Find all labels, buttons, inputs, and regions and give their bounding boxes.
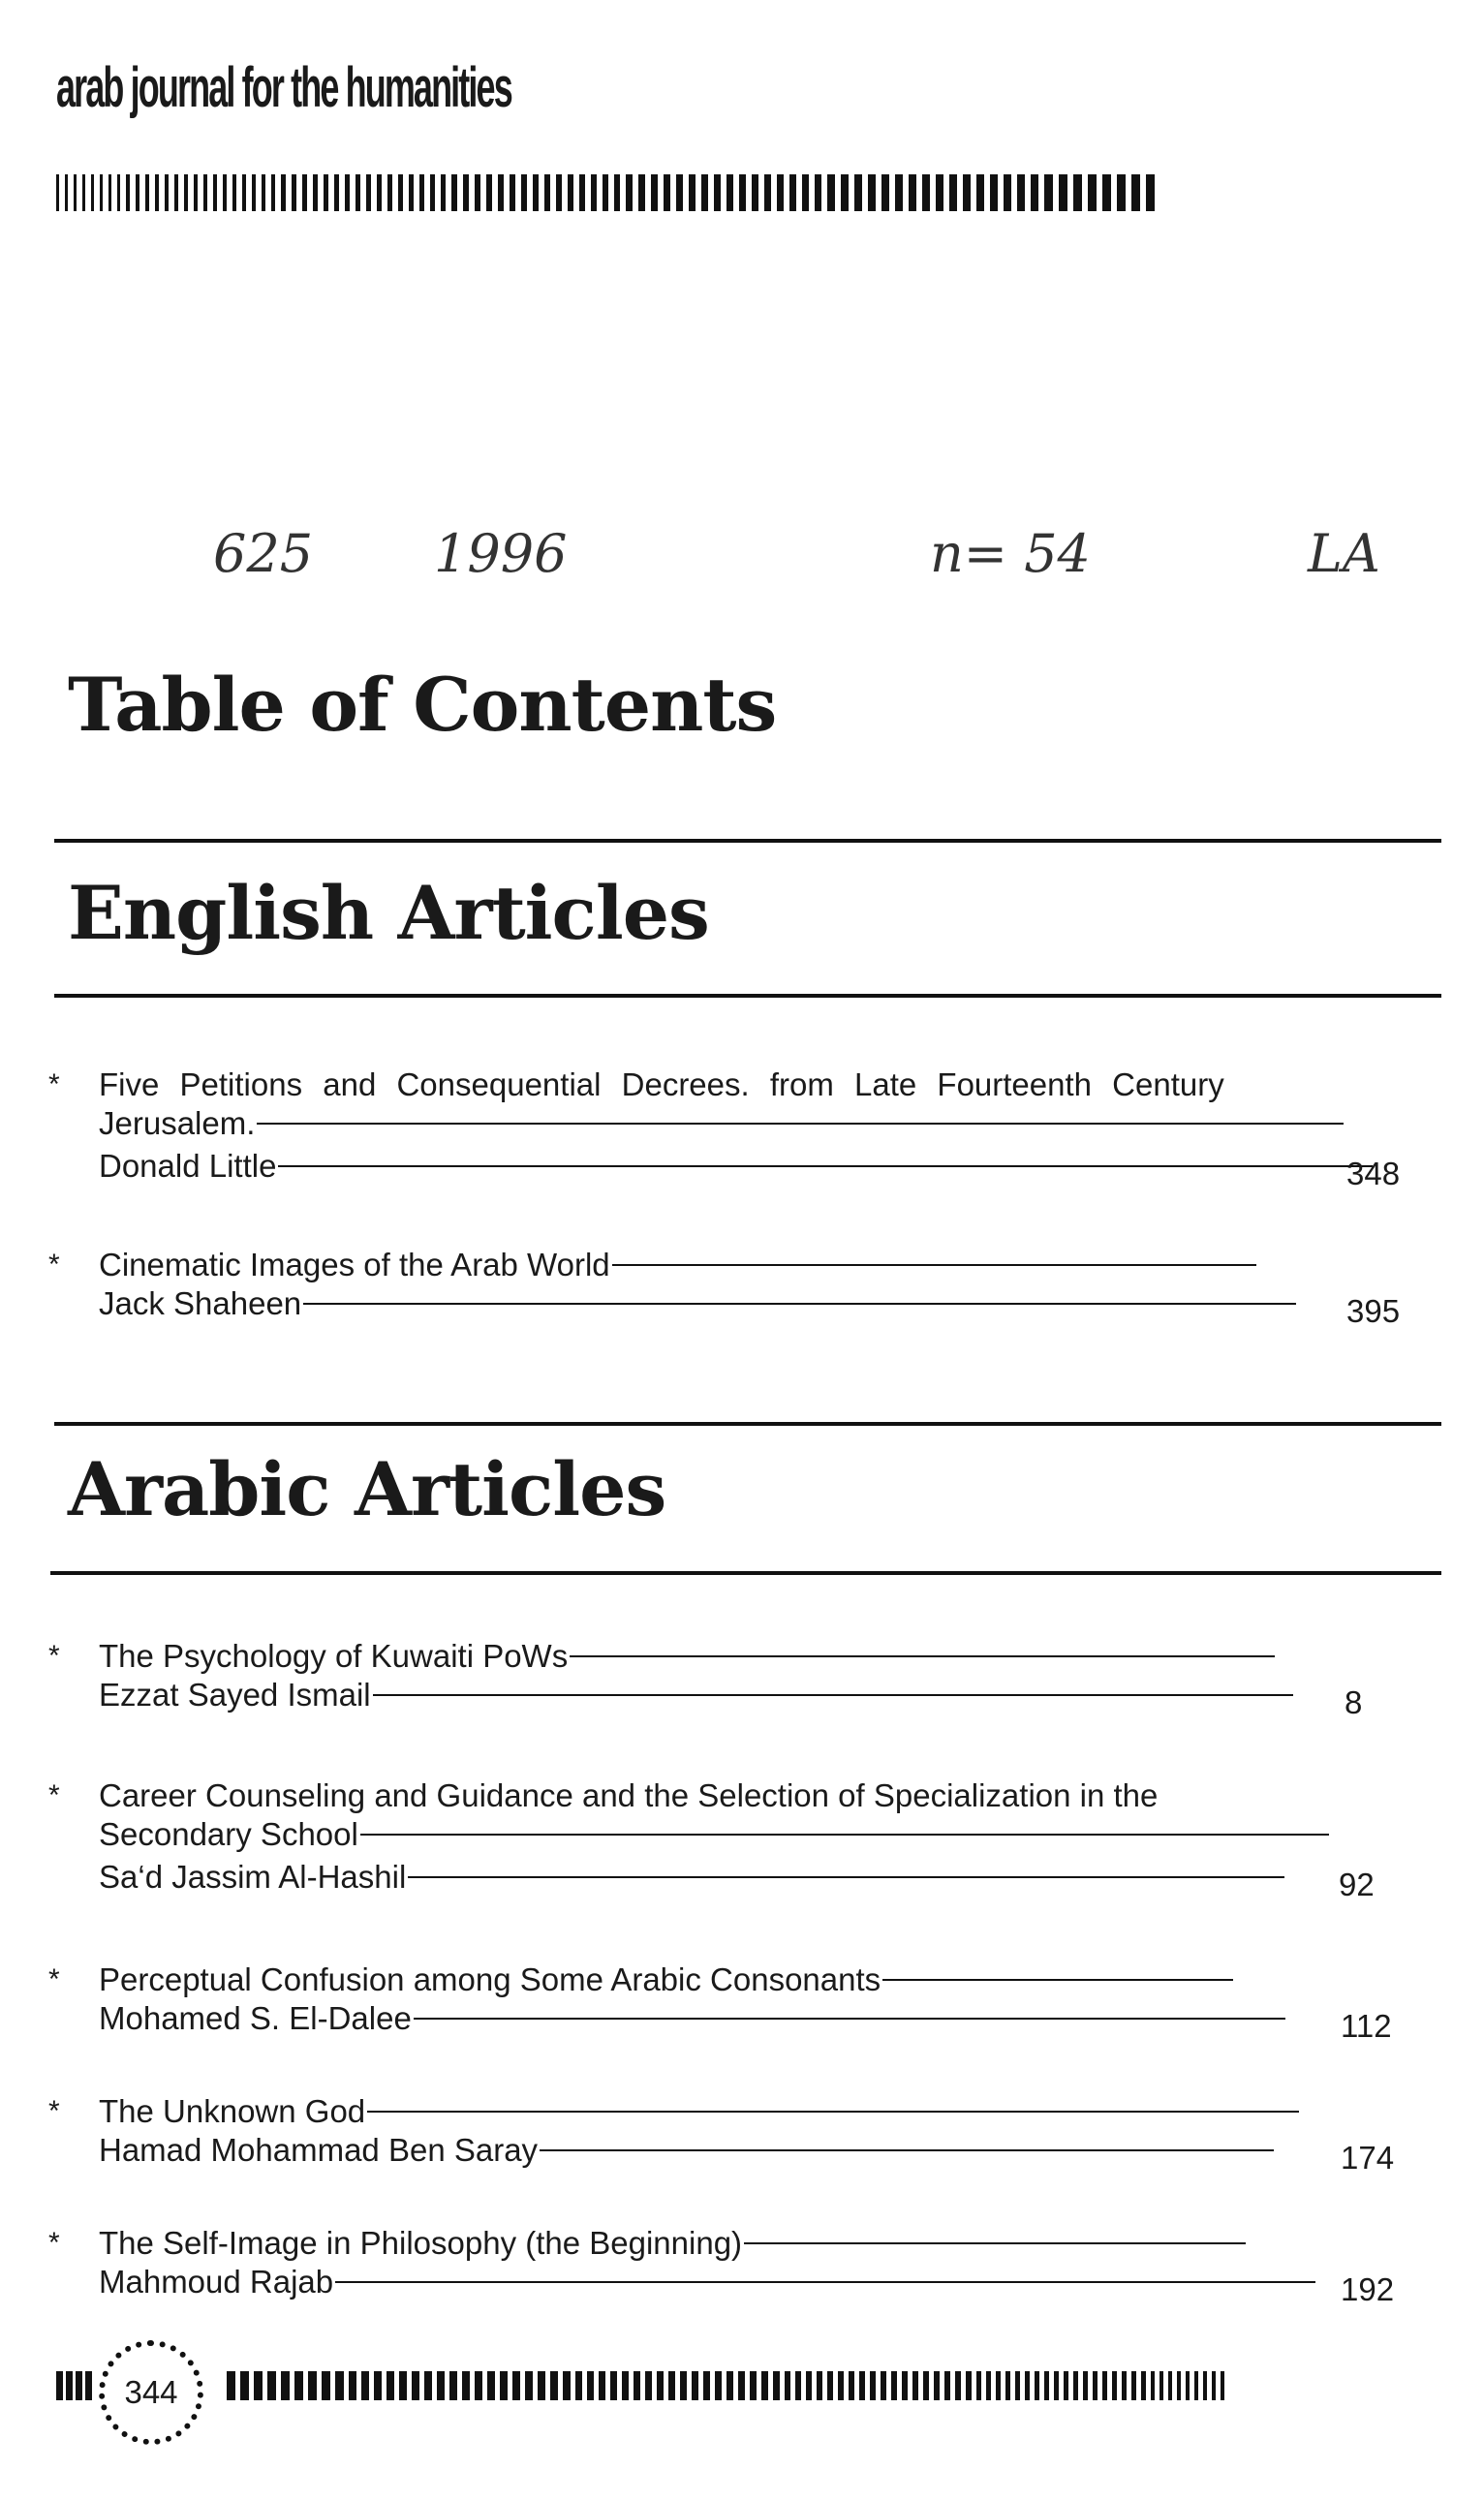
tick-mark bbox=[1093, 2371, 1098, 2400]
tick-mark bbox=[563, 2371, 571, 2400]
bullet: * bbox=[48, 2227, 60, 2259]
tick-mark bbox=[108, 174, 111, 211]
article-title: The Unknown God bbox=[99, 2093, 366, 2129]
tick-mark bbox=[802, 174, 809, 211]
tick-mark bbox=[795, 2371, 801, 2400]
tick-mark bbox=[512, 2371, 520, 2400]
tick-mark bbox=[1168, 2371, 1172, 2400]
tick-mark bbox=[409, 174, 414, 211]
leader-line bbox=[408, 1876, 1284, 1878]
tick-mark bbox=[281, 174, 286, 211]
tick-mark bbox=[922, 174, 930, 211]
arabic-heading: Arabic Articles bbox=[68, 1446, 666, 1532]
article-author: Mohamed S. El-Dalee bbox=[99, 2000, 412, 2036]
tick-mark bbox=[1031, 174, 1038, 211]
handwritten-note-2: 1996 bbox=[434, 523, 568, 584]
bullet: * bbox=[48, 2095, 60, 2127]
leader-line bbox=[540, 2149, 1274, 2151]
tick-mark bbox=[1054, 2371, 1059, 2400]
tick-mark bbox=[949, 174, 957, 211]
tick-mark bbox=[387, 174, 392, 211]
article-author: Ezzat Sayed Ismail bbox=[99, 1677, 371, 1713]
tick-mark bbox=[1131, 2371, 1136, 2400]
tick-mark bbox=[575, 2371, 582, 2400]
tick-mark bbox=[165, 174, 169, 211]
tick-mark bbox=[715, 2371, 722, 2400]
tick-mark bbox=[902, 2371, 908, 2400]
leader-line bbox=[612, 1264, 1256, 1266]
tick-mark bbox=[657, 2371, 664, 2400]
tick-mark bbox=[366, 174, 371, 211]
tick-mark bbox=[1159, 2371, 1163, 2400]
tick-mark bbox=[262, 174, 265, 211]
tick-mark bbox=[451, 174, 457, 211]
article-author-line bbox=[99, 1858, 1284, 1897]
page-number: 192 bbox=[1341, 2271, 1395, 2307]
article-title-cont: Jerusalem. bbox=[99, 1105, 256, 1141]
tick-mark bbox=[136, 174, 139, 211]
tick-mark bbox=[817, 2371, 822, 2400]
tick-mark bbox=[294, 2371, 303, 2400]
tick-mark bbox=[990, 174, 998, 211]
tick-mark bbox=[912, 2371, 918, 2400]
tick-mark bbox=[1117, 174, 1126, 211]
tick-mark bbox=[308, 2371, 317, 2400]
handwritten-note-3: n= 54 bbox=[930, 523, 1091, 584]
tick-mark bbox=[1073, 174, 1082, 211]
tick-mark bbox=[761, 2371, 768, 2400]
article-title-cont: Secondary School bbox=[99, 1816, 358, 1852]
footer-tick-bar-left bbox=[56, 2369, 95, 2400]
article-title-line bbox=[99, 2092, 1299, 2131]
tick-mark bbox=[232, 174, 236, 211]
tick-mark bbox=[714, 174, 721, 211]
tick-mark bbox=[587, 2371, 594, 2400]
tick-mark bbox=[738, 2371, 745, 2400]
article-title-line2 bbox=[99, 1104, 1344, 1143]
page-number: 112 bbox=[1341, 2008, 1392, 2044]
tick-mark bbox=[752, 174, 758, 211]
tick-mark bbox=[184, 174, 188, 211]
page-number: 395 bbox=[1346, 1293, 1401, 1329]
tick-mark bbox=[271, 174, 275, 211]
leader-line bbox=[414, 2018, 1285, 2020]
tick-mark bbox=[1122, 2371, 1127, 2400]
tick-mark bbox=[412, 2371, 419, 2400]
tick-mark bbox=[1088, 174, 1097, 211]
tick-mark bbox=[1005, 2371, 1010, 2400]
tick-mark bbox=[750, 2371, 757, 2400]
tick-mark bbox=[955, 2371, 961, 2400]
tick-mark bbox=[976, 174, 984, 211]
tick-mark bbox=[773, 2371, 780, 2400]
tick-mark bbox=[374, 2371, 382, 2400]
article-title: The Psychology of Kuwaiti PoWs bbox=[99, 1638, 569, 1674]
tick-mark bbox=[868, 174, 876, 211]
tick-mark bbox=[65, 174, 68, 211]
tick-mark bbox=[498, 174, 504, 211]
handwritten-note-1: 625 bbox=[213, 523, 314, 584]
tick-mark bbox=[727, 2371, 733, 2400]
tick-mark bbox=[521, 174, 527, 211]
tick-mark bbox=[1146, 174, 1155, 211]
tick-mark bbox=[568, 174, 573, 211]
tick-mark bbox=[334, 174, 339, 211]
article-author-line bbox=[99, 1284, 1296, 1323]
footer-page-number: 344 bbox=[124, 2374, 178, 2410]
tick-mark bbox=[891, 2371, 897, 2400]
tick-mark bbox=[174, 174, 178, 211]
tick-mark bbox=[240, 2371, 249, 2400]
tick-mark bbox=[538, 2371, 545, 2400]
bullet: * bbox=[48, 1640, 60, 1672]
tick-mark bbox=[281, 2371, 290, 2400]
tick-mark bbox=[986, 2371, 991, 2400]
tick-mark bbox=[815, 174, 821, 211]
tick-mark bbox=[302, 174, 307, 211]
tick-mark bbox=[1194, 2371, 1198, 2400]
tick-mark bbox=[66, 2371, 73, 2400]
tick-mark bbox=[944, 2371, 950, 2400]
tick-mark bbox=[827, 174, 835, 211]
tick-mark bbox=[361, 2371, 369, 2400]
tick-mark bbox=[1112, 2371, 1117, 2400]
tick-mark bbox=[638, 174, 645, 211]
tick-mark bbox=[254, 2371, 263, 2400]
page-number: 8 bbox=[1345, 1684, 1363, 1720]
tick-mark bbox=[651, 174, 658, 211]
article-title-line bbox=[99, 2224, 1246, 2263]
tick-mark bbox=[966, 2371, 972, 2400]
tick-mark bbox=[963, 174, 971, 211]
article-title-line bbox=[99, 1246, 1256, 1284]
tick-mark bbox=[1035, 2371, 1039, 2400]
tick-mark bbox=[399, 2371, 407, 2400]
article-title-line bbox=[99, 1961, 1233, 1999]
leader-line bbox=[257, 1123, 1344, 1125]
tick-mark bbox=[1015, 2371, 1020, 2400]
toc-entry bbox=[48, 2092, 1405, 2189]
tick-mark bbox=[194, 174, 198, 211]
tick-mark bbox=[1059, 174, 1067, 211]
tick-mark bbox=[292, 174, 296, 211]
tick-mark bbox=[1151, 2371, 1155, 2400]
tick-mark bbox=[923, 2371, 929, 2400]
tick-mark bbox=[936, 174, 943, 211]
tick-mark bbox=[126, 174, 130, 211]
tick-mark bbox=[56, 2371, 63, 2400]
tick-mark bbox=[622, 2371, 629, 2400]
english-heading: English Articles bbox=[68, 870, 709, 956]
tick-mark bbox=[789, 174, 796, 211]
toc-entry bbox=[48, 1776, 1405, 1922]
toc-entry bbox=[48, 1065, 1405, 1211]
tick-mark bbox=[525, 2371, 533, 2400]
tick-mark bbox=[1044, 2371, 1049, 2400]
leader-line bbox=[303, 1303, 1296, 1305]
tick-mark bbox=[145, 174, 149, 211]
tick-mark bbox=[556, 174, 562, 211]
tick-mark bbox=[213, 174, 217, 211]
tick-mark bbox=[692, 2371, 698, 2400]
tick-mark bbox=[322, 2371, 330, 2400]
tick-mark bbox=[838, 2371, 844, 2400]
tick-mark bbox=[996, 2371, 1001, 2400]
tick-mark bbox=[645, 2371, 652, 2400]
tick-mark bbox=[689, 174, 696, 211]
bullet: * bbox=[48, 1779, 60, 1811]
tick-mark bbox=[895, 174, 903, 211]
tick-mark bbox=[859, 2371, 865, 2400]
tick-mark bbox=[203, 174, 207, 211]
tick-mark bbox=[634, 2371, 640, 2400]
article-author-line bbox=[99, 1999, 1285, 2038]
tick-mark bbox=[223, 174, 227, 211]
tick-mark bbox=[1004, 174, 1011, 211]
tick-mark bbox=[1073, 2371, 1078, 2400]
article-author: Donald Little bbox=[99, 1148, 277, 1184]
leader-line bbox=[570, 1655, 1275, 1657]
leader-line bbox=[882, 1979, 1233, 1981]
article-author: Mahmoud Rajab bbox=[99, 2264, 334, 2300]
article-title-line bbox=[99, 1637, 1275, 1676]
tick-mark bbox=[252, 174, 256, 211]
footer-tick-bar-right bbox=[227, 2369, 1428, 2400]
footer-page-badge bbox=[99, 2340, 203, 2445]
masthead-tick-bar bbox=[56, 172, 1439, 211]
tick-mark bbox=[626, 174, 633, 211]
tick-mark bbox=[533, 174, 539, 211]
tick-mark bbox=[437, 2371, 445, 2400]
tick-mark bbox=[599, 2371, 605, 2400]
leader-line bbox=[744, 2242, 1246, 2244]
tick-mark bbox=[475, 2371, 482, 2400]
tick-mark bbox=[227, 2371, 235, 2400]
tick-mark bbox=[324, 174, 328, 211]
tick-mark bbox=[881, 2371, 886, 2400]
tick-mark bbox=[764, 174, 771, 211]
tick-mark bbox=[487, 2371, 495, 2400]
tick-mark bbox=[74, 174, 77, 211]
tick-mark bbox=[510, 174, 515, 211]
tick-mark bbox=[1141, 2371, 1146, 2400]
article-author-line bbox=[99, 2263, 1315, 2301]
arabic-top-divider bbox=[54, 1422, 1441, 1426]
tick-mark bbox=[881, 174, 889, 211]
tick-mark bbox=[544, 174, 550, 211]
tick-mark bbox=[377, 174, 382, 211]
tick-mark bbox=[117, 174, 120, 211]
tick-mark bbox=[614, 174, 620, 211]
tick-mark bbox=[1025, 2371, 1030, 2400]
tick-mark bbox=[82, 174, 85, 211]
toc-divider bbox=[54, 839, 1441, 843]
tick-mark bbox=[1102, 174, 1111, 211]
tick-mark bbox=[579, 174, 585, 211]
tick-mark bbox=[1186, 2371, 1190, 2400]
english-divider bbox=[54, 994, 1441, 998]
toc-entry bbox=[48, 1961, 1405, 2057]
tick-mark bbox=[398, 174, 403, 211]
tick-mark bbox=[664, 174, 670, 211]
tick-mark bbox=[603, 174, 608, 211]
tick-mark bbox=[870, 2371, 876, 2400]
tick-mark bbox=[313, 174, 318, 211]
tick-mark bbox=[386, 2371, 394, 2400]
tick-mark bbox=[1212, 2371, 1216, 2400]
tick-mark bbox=[424, 2371, 432, 2400]
tick-mark bbox=[349, 2371, 356, 2400]
masthead-title: arab journal for the humanities bbox=[56, 56, 511, 119]
tick-mark bbox=[1131, 174, 1140, 211]
tick-mark bbox=[345, 174, 350, 211]
tick-mark bbox=[610, 2371, 617, 2400]
toc-entry bbox=[48, 1637, 1405, 1734]
tick-mark bbox=[934, 2371, 940, 2400]
tick-mark bbox=[1221, 2371, 1224, 2400]
tick-mark bbox=[1044, 174, 1053, 211]
tick-mark bbox=[854, 174, 862, 211]
tick-mark bbox=[785, 2371, 790, 2400]
article-title-line1 bbox=[99, 1065, 1224, 1104]
tick-mark bbox=[1083, 2371, 1088, 2400]
article-author: Sa‘d Jassim Al-Hashil bbox=[99, 1859, 407, 1895]
tick-mark bbox=[419, 174, 424, 211]
article-title: Five Petitions and Consequential Decrees. from Late Fourteenth Century bbox=[99, 1066, 1224, 1102]
bullet: * bbox=[48, 1068, 60, 1100]
bullet: * bbox=[48, 1963, 60, 1995]
tick-mark bbox=[680, 2371, 687, 2400]
tick-mark bbox=[1177, 2371, 1181, 2400]
article-title: Cinematic Images of the Arab World bbox=[99, 1247, 610, 1282]
tick-mark bbox=[777, 174, 784, 211]
leader-line bbox=[367, 2111, 1299, 2113]
tick-mark bbox=[91, 174, 94, 211]
article-author-line bbox=[99, 1676, 1293, 1714]
tick-mark bbox=[806, 2371, 812, 2400]
tick-mark bbox=[56, 174, 59, 211]
tick-mark bbox=[100, 174, 103, 211]
article-author: Jack Shaheen bbox=[99, 1285, 302, 1321]
tick-mark bbox=[727, 174, 733, 211]
tick-mark bbox=[976, 2371, 981, 2400]
tick-mark bbox=[462, 2371, 470, 2400]
tick-mark bbox=[500, 2371, 508, 2400]
leader-line bbox=[278, 1165, 1373, 1167]
tick-mark bbox=[701, 174, 708, 211]
tick-mark bbox=[703, 2371, 710, 2400]
tick-mark bbox=[430, 174, 435, 211]
tick-mark bbox=[76, 2371, 82, 2400]
tick-mark bbox=[486, 174, 492, 211]
article-title-line2 bbox=[99, 1815, 1329, 1854]
tick-mark bbox=[1102, 2371, 1107, 2400]
tick-mark bbox=[356, 174, 360, 211]
tick-mark bbox=[827, 2371, 833, 2400]
bullet: * bbox=[48, 1249, 60, 1281]
tick-mark bbox=[909, 174, 916, 211]
article-title: The Self-Image in Philosophy (the Beginning) bbox=[99, 2225, 743, 2261]
page-number: 92 bbox=[1339, 1867, 1375, 1902]
leader-line bbox=[360, 1834, 1329, 1836]
article-title: Perceptual Confusion among Some Arabic Consonants bbox=[99, 1961, 881, 1997]
toc-title: Table of Contents bbox=[68, 662, 777, 748]
tick-mark bbox=[841, 174, 849, 211]
tick-mark bbox=[676, 174, 683, 211]
tick-mark bbox=[550, 2371, 558, 2400]
leader-line bbox=[373, 1694, 1293, 1696]
tick-mark bbox=[475, 174, 480, 211]
tick-mark bbox=[267, 2371, 276, 2400]
tick-mark bbox=[85, 2371, 92, 2400]
leader-line bbox=[335, 2281, 1315, 2283]
page-number: 348 bbox=[1346, 1156, 1401, 1191]
tick-mark bbox=[591, 174, 597, 211]
handwritten-note-4: LA bbox=[1308, 523, 1380, 584]
toc-entry bbox=[48, 2224, 1405, 2321]
article-title-line1 bbox=[99, 1776, 1158, 1815]
article-title: Career Counseling and Guidance and the Selection of Specialization in the bbox=[99, 1777, 1159, 1813]
tick-mark bbox=[1064, 2371, 1068, 2400]
tick-mark bbox=[449, 2371, 457, 2400]
article-author-line bbox=[99, 2131, 1274, 2170]
tick-mark bbox=[463, 174, 469, 211]
article-author: Hamad Mohammad Ben Saray bbox=[99, 2132, 539, 2168]
article-author-line bbox=[99, 1147, 1373, 1186]
tick-mark bbox=[739, 174, 746, 211]
tick-mark bbox=[441, 174, 446, 211]
tick-mark bbox=[242, 174, 246, 211]
toc-entry bbox=[48, 1246, 1405, 1343]
tick-mark bbox=[668, 2371, 675, 2400]
tick-mark bbox=[1017, 174, 1025, 211]
page-number: 174 bbox=[1341, 2140, 1395, 2176]
arabic-divider bbox=[50, 1571, 1441, 1575]
tick-mark bbox=[1203, 2371, 1207, 2400]
tick-mark bbox=[335, 2371, 344, 2400]
tick-mark bbox=[155, 174, 159, 211]
tick-mark bbox=[849, 2371, 854, 2400]
